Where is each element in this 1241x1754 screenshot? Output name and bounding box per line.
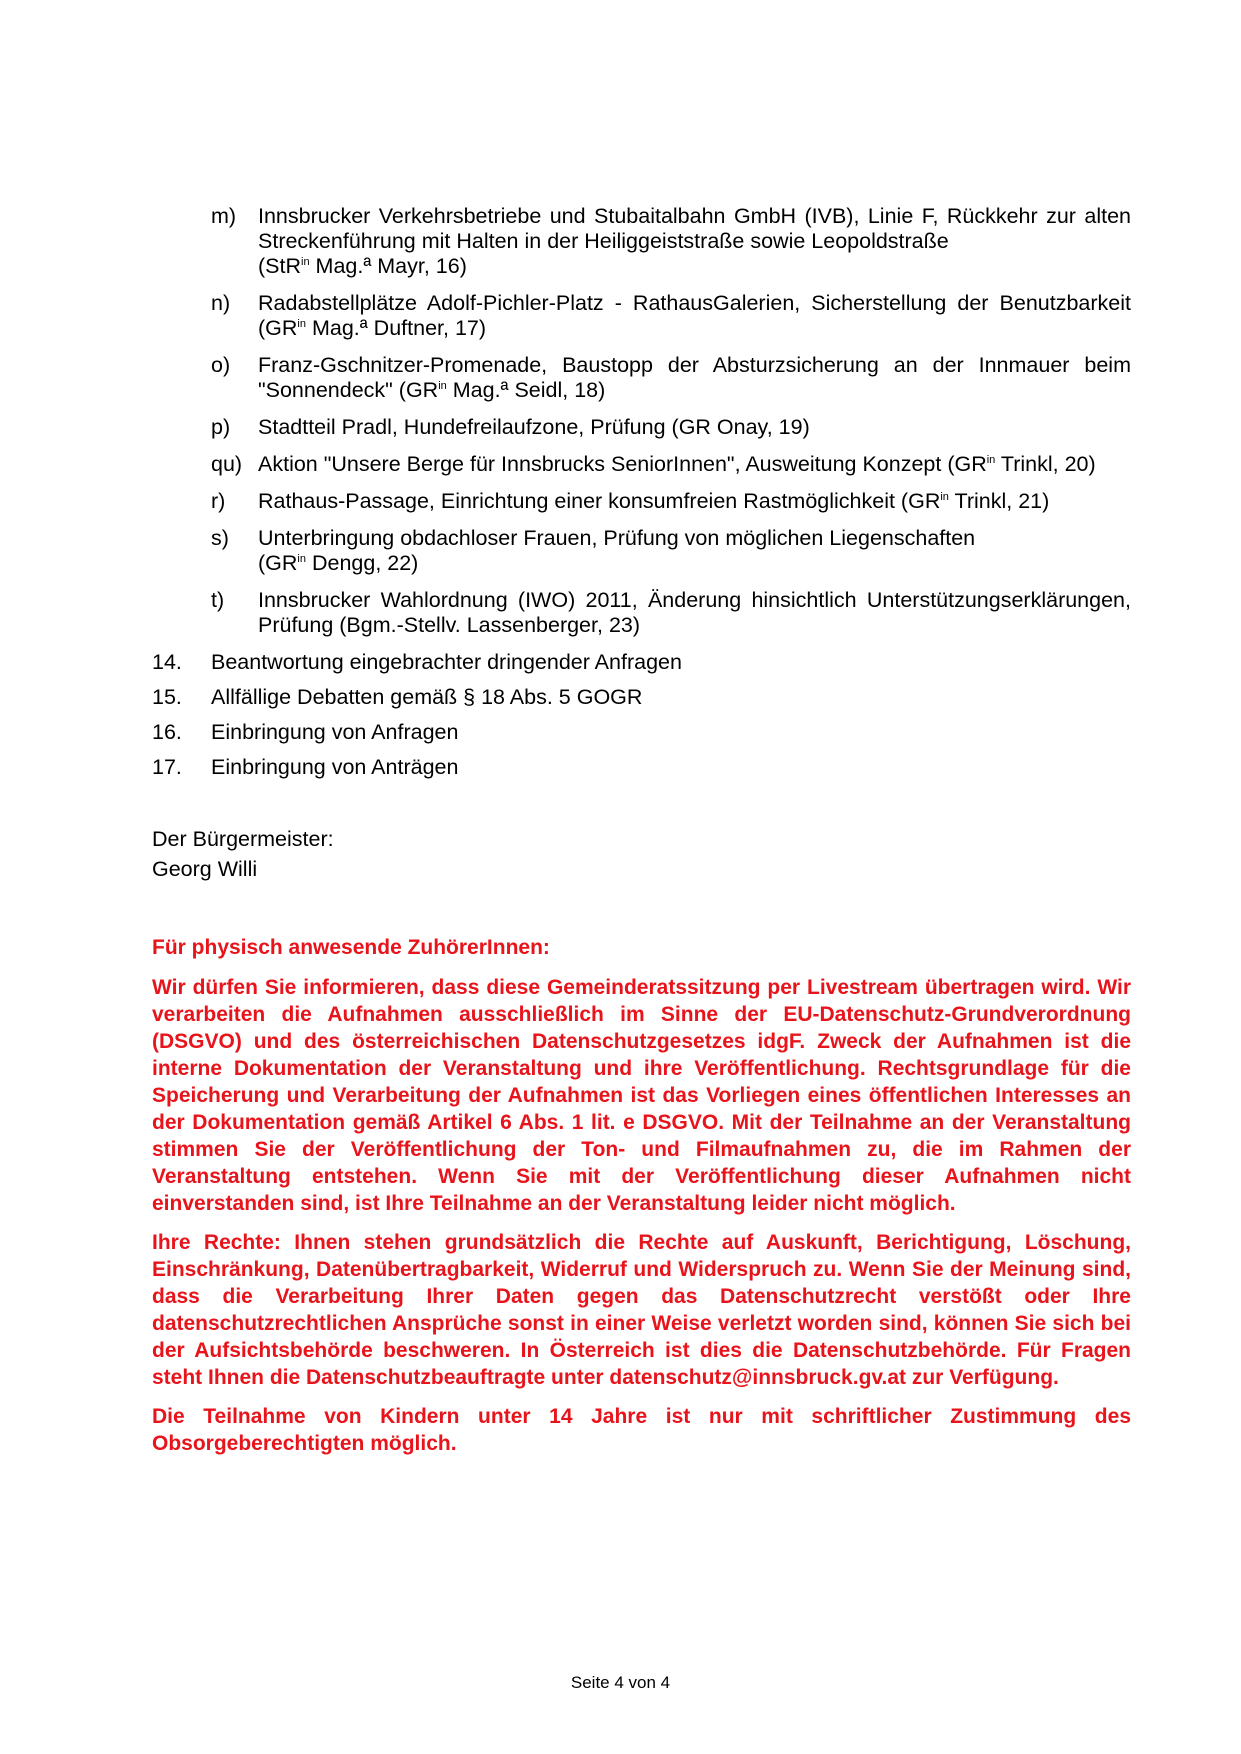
agenda-subitem-r — [211, 489, 1131, 514]
superscript-in: in — [301, 255, 310, 268]
superscript-in: in — [438, 379, 447, 392]
subitem-letter: o) — [211, 353, 231, 377]
signature-name: Georg Willi — [152, 857, 258, 881]
superscript-in: in — [940, 490, 949, 503]
subitem-text-after: Mag.ª Seidl, 18) — [446, 378, 606, 402]
privacy-notice — [152, 934, 1131, 1457]
subitem-text — [258, 526, 1131, 576]
agenda-item-16 — [152, 720, 1131, 745]
subitem-text — [258, 452, 1131, 477]
notice-heading: Für physisch anwesende ZuhörerInnen: — [152, 936, 550, 959]
agenda-item-14 — [152, 650, 1131, 675]
subitem-text-line2: (GR — [258, 551, 298, 575]
agenda-item-17 — [152, 755, 1131, 780]
subitem-text — [258, 489, 1131, 514]
notice-paragraph-children: Die Teilnahme von Kindern unter 14 Jahre ist nur mit schriftlicher Zustimmung des Obsorgeberechtigten möglich. — [152, 1405, 1131, 1455]
subitem-text-after: Mag.ª Duftner, 17) — [305, 316, 487, 340]
subitem-letter: qu) — [211, 452, 243, 476]
subitem-text — [258, 291, 1131, 341]
subitem-text-after: Dengg, 22) — [305, 551, 419, 575]
subitem-text — [258, 204, 1131, 279]
subitem-letter: n) — [211, 291, 231, 315]
agenda-item-number: 15. — [152, 685, 182, 709]
subitem-text-after: Trinkl, 21) — [948, 489, 1050, 513]
superscript-in: in — [986, 453, 996, 466]
agenda-subitem-m — [211, 204, 1131, 279]
agenda-item-number: 14. — [152, 650, 182, 674]
notice-paragraph-livestream: Wir dürfen Sie informieren, dass diese Gemeinderatssitzung per Livestream übertragen wird. Wir verarbeiten die Aufnahmen ausschließlich im Sinne der EU-Datenschutz-Grundverordnung (DSGVO) und des österreichischen Datenschutzgesetzes idgF. Zweck der Aufnahmen ist die interne Dokumentation der Veranstaltung und ihre Veröffentlichung. Rechtsgrundlage für die Speicherung und Verarbeitung der Aufnahmen ist das Vorliegen eines öffentlichen Interesses an der Dokumentation gemäß Artikel 6 Abs. 1 lit. e DSGVO. Mit der Teilnahme an der Veranstaltung stimmen Sie der Veröffentlichung der Ton- und Filmaufnahmen zu, die im Rahmen der Veranstaltung entstehen. Wenn Sie mit der Veröffentlichung dieser Aufnahmen nicht einverstanden sind, ist Ihre Teilnahme an der Veranstaltung leider nicht möglich. — [152, 976, 1131, 1215]
signature-title: Der Bürgermeister: — [152, 827, 334, 851]
agenda-subitem-s — [211, 526, 1131, 576]
subitem-letter: m) — [211, 204, 237, 228]
subitem-letter: r) — [211, 489, 226, 513]
superscript-in: in — [297, 317, 306, 330]
agenda-item-15 — [152, 685, 1131, 710]
page-number-footer: Seite 4 von 4 — [570, 1673, 671, 1692]
agenda-item-text: Allfällige Debatten gemäß § 18 Abs. 5 GOGR — [211, 685, 643, 709]
superscript-in: in — [297, 552, 306, 565]
subitem-text: Stadtteil Pradl, Hundefreilaufzone, Prüfung (GR Onay, 19) — [258, 415, 810, 439]
subitem-letter: s) — [211, 526, 229, 550]
agenda-subitem-n — [211, 291, 1131, 341]
subitem-text: Innsbrucker Wahlordnung (IWO) 2011, Änderung hinsichtlich Unterstützungserklärungen, Prüfung (Bgm.-Stellv. Lassenberger, 23) — [258, 588, 1131, 637]
agenda-mainlist — [152, 650, 1131, 780]
agenda-item-text: Einbringung von Anfragen — [211, 720, 459, 744]
agenda-sublist — [211, 204, 1131, 638]
notice-paragraph-rights: Ihre Rechte: Ihnen stehen grundsätzlich die Rechte auf Auskunft, Berichtigung, Löschung, Einschränkung, Datenübertragbarkeit, Widerruf und Widerspruch zu. Wenn Sie der Meinung sind, dass die Verarbeitung Ihrer Daten gegen das Datenschutzrecht verstößt oder Ihre datenschutzrechtlichen Ansprüche sonst in einer Weise verletzt worden sind, können Sie sich bei der Aufsichtsbehörde beschweren. In Österreich ist dies die Datenschutzbehörde. Für Fragen steht Ihnen die Datenschutzbeauftragte unter datenschutz@innsbruck.gv.at zur Verfügung. — [152, 1231, 1131, 1389]
subitem-letter: t) — [211, 588, 225, 612]
subitem-text-main: Radabstellplätze Adolf-Pichler-Platz - RathausGalerien, Sicherstellung der Benutzbarkeit (GR — [258, 291, 1131, 340]
agenda-subitem-p — [211, 415, 1131, 440]
agenda-item-text: Einbringung von Anträgen — [211, 755, 459, 779]
agenda-subitem-t — [211, 588, 1131, 638]
subitem-text-after: Trinkl, 20) — [995, 452, 1096, 476]
page-content — [152, 204, 1131, 1469]
signature-block — [152, 824, 1131, 884]
subitem-text-main: Franz-Gschnitzer-Promenade, Baustopp der Absturzsicherung an der Innmauer beim "Sonnendeck" (GR — [258, 353, 1131, 402]
subitem-text-main: Aktion "Unsere Berge für Innsbrucks SeniorInnen", Ausweitung Konzept (GR — [258, 452, 987, 476]
agenda-subitem-qu — [211, 452, 1131, 477]
agenda-item-number: 17. — [152, 755, 182, 779]
agenda-item-text: Beantwortung eingebrachter dringender Anfragen — [211, 650, 682, 674]
agenda-item-number: 16. — [152, 720, 182, 744]
subitem-text-main: Rathaus-Passage, Einrichtung einer konsumfreien Rastmöglichkeit (GR — [258, 489, 941, 513]
subitem-letter: p) — [211, 415, 231, 439]
subitem-text-main: Innsbrucker Verkehrsbetriebe und Stubaitalbahn GmbH (IVB), Linie F, Rückkehr zur alten Streckenführung mit Halten in der Heiliggeiststraße sowie Leopoldstraße — [258, 204, 1131, 253]
subitem-text-line2: (StR — [258, 254, 301, 278]
subitem-text-main: Unterbringung obdachloser Frauen, Prüfung von möglichen Liegenschaften — [258, 526, 976, 550]
subitem-text — [258, 353, 1131, 403]
agenda-subitem-o — [211, 353, 1131, 403]
subitem-text-after: Mag.ª Mayr, 16) — [309, 254, 467, 278]
